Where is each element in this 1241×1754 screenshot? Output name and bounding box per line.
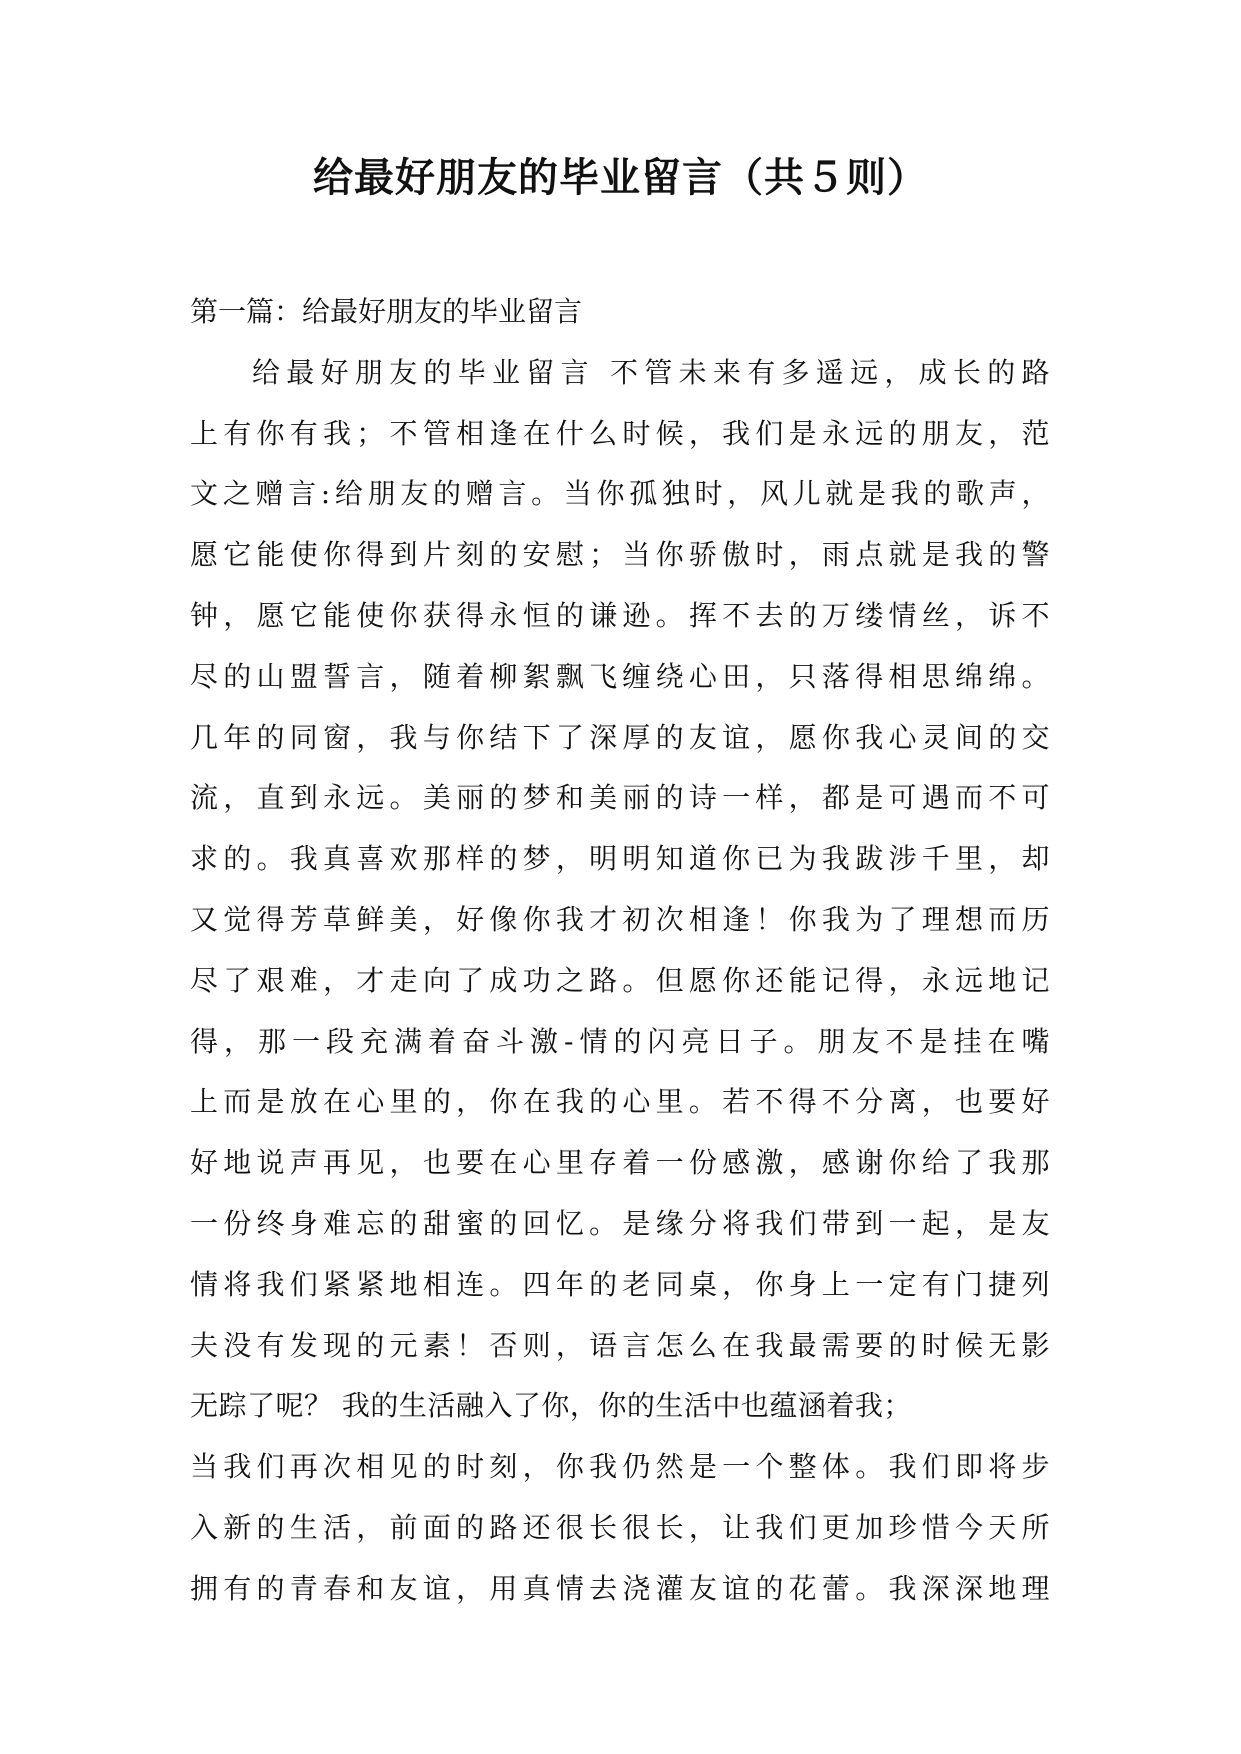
- paragraph-line: 上有你有我；不管相逢在什么时候，我们是永远的朋友，范: [190, 416, 1050, 450]
- paragraph-line: 钟，愿它能使你获得永恒的谦逊。挥不去的万缕情丝，诉不: [190, 598, 1050, 632]
- paragraph-line: 几年的同窗，我与你结下了深厚的友谊，愿你我心灵间的交: [190, 720, 1050, 754]
- paragraph-line: 上而是放在心里的，你在我的心里。若不得不分离，也要好: [190, 1085, 1050, 1119]
- document-body: [190, 282, 1050, 1620]
- paragraph-line: 情将我们紧紧地相连。四年的老同桌，你身上一定有门捷列: [190, 1267, 1050, 1301]
- paragraph-line: 文之赠言:给朋友的赠言。当你孤独时，风儿就是我的歌声，: [190, 477, 1050, 511]
- section-heading: 第一篇：给最好朋友的毕业留言: [190, 295, 583, 328]
- paragraph-line: 又觉得芳草鲜美，好像你我才初次相逢！你我为了理想而历: [190, 902, 1050, 936]
- paragraph-line: 流，直到永远。美丽的梦和美丽的诗一样，都是可遇而不可: [190, 781, 1050, 815]
- paragraph-line: 夫没有发现的元素！否则，语言怎么在我最需要的时候无影: [190, 1328, 1050, 1362]
- paragraph-line: 当我们再次相见的时刻，你我仍然是一个整体。我们即将步: [190, 1450, 1050, 1484]
- paragraph-line: 入新的生活，前面的路还很长很长，让我们更加珍惜今天所: [190, 1510, 1050, 1544]
- paragraph-line: 尽了艰难，才走向了成功之路。但愿你还能记得，永远地记: [190, 963, 1050, 997]
- paragraph-line: 给最好朋友的毕业留言 不管未来有多遥远，成长的路: [252, 355, 1050, 389]
- paragraph-line: 无踪了呢？ 我的生活融入了你，你的生活中也蕴涵着我；: [190, 1389, 912, 1423]
- paragraph-line: 愿它能使你得到片刻的安慰；当你骄傲时，雨点就是我的警: [190, 538, 1050, 572]
- paragraph-line: 好地说声再见，也要在心里存着一份感激，感谢你给了我那: [190, 1146, 1050, 1180]
- paragraph-line: 求的。我真喜欢那样的梦，明明知道你已为我跋涉千里，却: [190, 842, 1050, 876]
- paragraph-line: 尽的山盟誓言，随着柳絮飘飞缠绕心田，只落得相思绵绵。: [190, 659, 1050, 693]
- paragraph-line: 得，那一段充满着奋斗激-情的闪亮日子。朋友不是挂在嘴: [190, 1024, 1050, 1058]
- paragraph-line: 拥有的青春和友谊，用真情去浇灌友谊的花蕾。我深深地理: [190, 1571, 1050, 1605]
- document-title: 给最好朋友的毕业留言（共５则）: [313, 155, 928, 201]
- paragraph-line: 一份终身难忘的甜蜜的回忆。是缘分将我们带到一起，是友: [190, 1206, 1050, 1240]
